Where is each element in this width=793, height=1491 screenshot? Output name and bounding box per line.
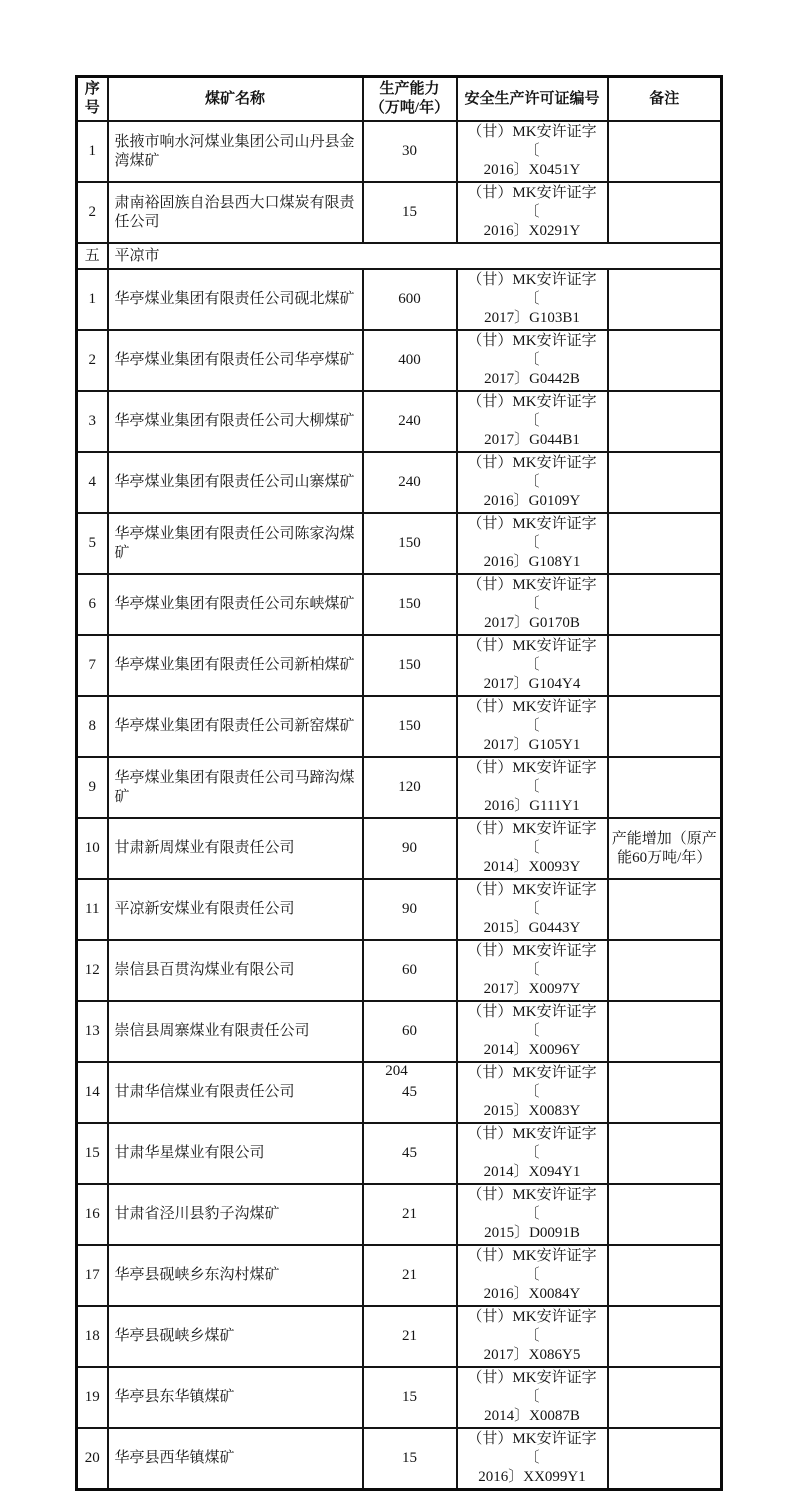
- mine-name: 甘肃华信煤业有限责任公司: [108, 1062, 363, 1123]
- mine-name: 张掖市响水河煤业集团公司山丹县金湾煤矿: [108, 121, 363, 182]
- capacity-value: 600: [363, 269, 457, 330]
- row-serial-number: 1: [77, 269, 108, 330]
- remark-cell: [608, 1428, 722, 1490]
- table-row: [77, 1184, 722, 1245]
- table-row: [77, 1245, 722, 1306]
- license-line-1: （甘）MK安许证字〔: [467, 821, 597, 856]
- header-row: [77, 77, 722, 122]
- license-line-1: （甘）MK安许证字〔: [467, 1004, 597, 1039]
- table-row: [77, 1428, 722, 1490]
- license-number-cell: [457, 757, 608, 818]
- remark-cell: [608, 1123, 722, 1184]
- license-number-cell: [457, 1367, 608, 1428]
- capacity-value: 90: [363, 879, 457, 940]
- row-serial-number: 2: [77, 330, 108, 391]
- row-serial-number: 6: [77, 574, 108, 635]
- license-number-cell: [457, 574, 608, 635]
- table-row: [77, 121, 722, 182]
- license-number-cell: [457, 1245, 608, 1306]
- license-number-cell: [457, 1123, 608, 1184]
- license-line-2: 2016〕XX099Y1: [478, 1469, 586, 1485]
- license-line-2: 2016〕X0451Y: [483, 162, 581, 178]
- license-line-2: 2016〕G111Y1: [484, 798, 580, 814]
- license-line-2: 2015〕G0443Y: [483, 920, 581, 936]
- mine-name: 崇信县周寨煤业有限责任公司: [108, 1001, 363, 1062]
- capacity-value: 45: [363, 1123, 457, 1184]
- license-number-cell: [457, 330, 608, 391]
- license-line-1: （甘）MK安许证字〔: [467, 1309, 597, 1344]
- license-line-1: （甘）MK安许证字〔: [467, 185, 597, 220]
- remark-cell: [608, 574, 722, 635]
- license-number-cell: [457, 1306, 608, 1367]
- remark-cell: [608, 269, 722, 330]
- license-number-cell: [457, 696, 608, 757]
- table-row: [77, 940, 722, 1001]
- remark-cell: [608, 940, 722, 1001]
- mine-name: 华亭煤业集团有限责任公司新窑煤矿: [108, 696, 363, 757]
- license-number-cell: [457, 879, 608, 940]
- license-line-1: （甘）MK安许证字〔: [467, 1431, 597, 1466]
- mine-name: 华亭县砚峡乡煤矿: [108, 1306, 363, 1367]
- license-number-cell: [457, 452, 608, 513]
- license-number-cell: [457, 1184, 608, 1245]
- license-line-1: （甘）MK安许证字〔: [467, 760, 597, 795]
- mine-name: 华亭煤业集团有限责任公司大柳煤矿: [108, 391, 363, 452]
- license-line-1: （甘）MK安许证字〔: [467, 1248, 597, 1283]
- header-capacity-line-1: 生产能力: [379, 81, 440, 97]
- mine-name: 平凉新安煤业有限责任公司: [108, 879, 363, 940]
- mine-name: 华亭煤业集团有限责任公司东峡煤矿: [108, 574, 363, 635]
- license-line-2: 2016〕G0109Y: [483, 493, 581, 509]
- mine-name: 肃南裕固族自治县西大口煤炭有限责任公司: [108, 182, 363, 243]
- row-serial-number: 2: [77, 182, 108, 243]
- header-remark: 备注: [608, 77, 722, 122]
- capacity-value: 15: [363, 182, 457, 243]
- license-line-1: （甘）MK安许证字〔: [467, 638, 597, 673]
- remark-cell: [608, 1306, 722, 1367]
- license-line-2: 2017〕X086Y5: [483, 1347, 581, 1363]
- table-row: [77, 269, 722, 330]
- row-serial-number: 4: [77, 452, 108, 513]
- remark-cell: [608, 635, 722, 696]
- capacity-value: 150: [363, 635, 457, 696]
- remark-cell: [608, 330, 722, 391]
- license-line-1: （甘）MK安许证字〔: [467, 882, 597, 917]
- license-line-2: 2017〕G103B1: [484, 310, 580, 326]
- header-mine-name: 煤矿名称: [108, 77, 363, 122]
- license-line-1: （甘）MK安许证字〔: [467, 272, 597, 307]
- license-line-1: （甘）MK安许证字〔: [467, 1126, 597, 1161]
- license-line-2: 2015〕D0091B: [484, 1225, 580, 1241]
- header-capacity: [363, 77, 457, 122]
- table-row: [77, 1123, 722, 1184]
- capacity-value: 150: [363, 696, 457, 757]
- table-row: [77, 1001, 722, 1062]
- section-city-name: 平凉市: [108, 243, 722, 269]
- remark-cell: [608, 391, 722, 452]
- capacity-value: 60: [363, 940, 457, 1001]
- row-serial-number: 18: [77, 1306, 108, 1367]
- table-row: [77, 1306, 722, 1367]
- remark-cell: [608, 1245, 722, 1306]
- remark-cell: [608, 757, 722, 818]
- license-number-cell: [457, 513, 608, 574]
- page-number: 204: [385, 1063, 408, 1079]
- remark-cell: [608, 696, 722, 757]
- row-serial-number: 9: [77, 757, 108, 818]
- capacity-value: 240: [363, 391, 457, 452]
- license-line-2: 2016〕X0084Y: [483, 1286, 581, 1302]
- mine-name: 华亭煤业集团有限责任公司山寨煤矿: [108, 452, 363, 513]
- license-line-1: （甘）MK安许证字〔: [467, 1370, 597, 1405]
- capacity-value: 30: [363, 121, 457, 182]
- capacity-value: 240: [363, 452, 457, 513]
- mine-name: 甘肃省泾川县豹子沟煤矿: [108, 1184, 363, 1245]
- remark-cell: [608, 1367, 722, 1428]
- capacity-value: 21: [363, 1306, 457, 1367]
- capacity-value: 45: [363, 1062, 457, 1123]
- license-line-2: 2017〕G104Y4: [483, 676, 581, 692]
- capacity-value: 90: [363, 818, 457, 879]
- remark-cell: [608, 452, 722, 513]
- license-line-1: （甘）MK安许证字〔: [467, 333, 597, 368]
- table-row: [77, 818, 722, 879]
- license-line-2: 2017〕G0442B: [484, 371, 580, 387]
- table-body: [77, 121, 722, 1490]
- license-line-1: （甘）MK安许证字〔: [467, 516, 597, 551]
- table-row: [77, 391, 722, 452]
- table-row: [77, 879, 722, 940]
- license-line-2: 2014〕X0087B: [484, 1408, 580, 1424]
- license-line-1: （甘）MK安许证字〔: [467, 1187, 597, 1222]
- mine-name: 甘肃华星煤业有限公司: [108, 1123, 363, 1184]
- row-serial-number: 11: [77, 879, 108, 940]
- section-row: [77, 243, 722, 269]
- row-serial-number: 13: [77, 1001, 108, 1062]
- license-line-1: （甘）MK安许证字〔: [467, 394, 597, 429]
- mine-name: 华亭县砚峡乡东沟村煤矿: [108, 1245, 363, 1306]
- capacity-value: 400: [363, 330, 457, 391]
- mine-name: 华亭煤业集团有限责任公司马蹄沟煤矿: [108, 757, 363, 818]
- license-line-2: 2017〕G105Y1: [483, 737, 581, 753]
- license-number-cell: [457, 269, 608, 330]
- remark-line-1: 产能增加（原产: [611, 830, 717, 847]
- row-serial-number: 15: [77, 1123, 108, 1184]
- capacity-value: 150: [363, 574, 457, 635]
- section-serial-number: 五: [77, 243, 108, 269]
- row-serial-number: 12: [77, 940, 108, 1001]
- table-row: [77, 574, 722, 635]
- mine-name: 华亭煤业集团有限责任公司砚北煤矿: [108, 269, 363, 330]
- table-row: [77, 757, 722, 818]
- license-number-cell: [457, 635, 608, 696]
- row-serial-number: 7: [77, 635, 108, 696]
- mine-name: 甘肃新周煤业有限责任公司: [108, 818, 363, 879]
- header-license-number: 安全生产许可证编号: [457, 77, 608, 122]
- mine-name: 华亭煤业集团有限责任公司新柏煤矿: [108, 635, 363, 696]
- capacity-value: 21: [363, 1184, 457, 1245]
- license-line-2: 2017〕X0097Y: [483, 981, 581, 997]
- capacity-value: 150: [363, 513, 457, 574]
- license-number-cell: [457, 1001, 608, 1062]
- coal-mine-table: [75, 75, 723, 1491]
- row-serial-number: 1: [77, 121, 108, 182]
- license-line-1: （甘）MK安许证字〔: [467, 699, 597, 734]
- license-line-2: 2015〕X0083Y: [483, 1103, 581, 1119]
- license-line-2: 2017〕G0170B: [484, 615, 580, 631]
- license-number-cell: [457, 940, 608, 1001]
- row-serial-number: 5: [77, 513, 108, 574]
- table-row: [77, 330, 722, 391]
- table-row: [77, 452, 722, 513]
- license-line-2: 2014〕X0093Y: [483, 859, 581, 875]
- mine-name: 华亭煤业集团有限责任公司陈家沟煤矿: [108, 513, 363, 574]
- license-line-2: 2014〕X0096Y: [483, 1042, 581, 1058]
- license-line-1: （甘）MK安许证字〔: [467, 577, 597, 612]
- table-row: [77, 182, 722, 243]
- license-line-1: （甘）MK安许证字〔: [467, 1065, 597, 1100]
- license-number-cell: [457, 1428, 608, 1490]
- row-serial-number: 8: [77, 696, 108, 757]
- capacity-value: 15: [363, 1367, 457, 1428]
- capacity-value: 21: [363, 1245, 457, 1306]
- license-number-cell: [457, 818, 608, 879]
- mine-name: 崇信县百贯沟煤业有限公司: [108, 940, 363, 1001]
- header-serial-number: 序号: [77, 77, 108, 122]
- row-serial-number: 17: [77, 1245, 108, 1306]
- capacity-value: 60: [363, 1001, 457, 1062]
- license-number-cell: [457, 182, 608, 243]
- remark-cell: [608, 513, 722, 574]
- mine-name: 华亭县西华镇煤矿: [108, 1428, 363, 1490]
- remark-cell: [608, 1001, 722, 1062]
- license-number-cell: [457, 391, 608, 452]
- remark-cell: [608, 1184, 722, 1245]
- remark-cell: [608, 182, 722, 243]
- remark-line-2: 能60万吨/年）: [617, 849, 712, 866]
- license-line-2: 2014〕X094Y1: [483, 1164, 581, 1180]
- table-row: [77, 635, 722, 696]
- row-serial-number: 14: [77, 1062, 108, 1123]
- license-line-1: （甘）MK安许证字〔: [467, 124, 597, 159]
- remark-cell: [608, 879, 722, 940]
- mine-name: 华亭煤业集团有限责任公司华亭煤矿: [108, 330, 363, 391]
- row-serial-number: 20: [77, 1428, 108, 1490]
- row-serial-number: 16: [77, 1184, 108, 1245]
- license-line-2: 2016〕G108Y1: [483, 554, 581, 570]
- capacity-value: 15: [363, 1428, 457, 1490]
- capacity-value: 120: [363, 757, 457, 818]
- remark-cell: [608, 121, 722, 182]
- license-line-1: （甘）MK安许证字〔: [467, 455, 597, 490]
- table-row: [77, 513, 722, 574]
- table-header: [77, 77, 722, 122]
- license-number-cell: [457, 121, 608, 182]
- mine-name: 华亭县东华镇煤矿: [108, 1367, 363, 1428]
- table-row: [77, 696, 722, 757]
- row-serial-number: 10: [77, 818, 108, 879]
- row-serial-number: 3: [77, 391, 108, 452]
- license-line-2: 2017〕G044B1: [484, 432, 580, 448]
- table-row: [77, 1367, 722, 1428]
- license-line-1: （甘）MK安许证字〔: [467, 943, 597, 978]
- remark-cell: [608, 818, 722, 879]
- license-line-2: 2016〕X0291Y: [483, 223, 581, 239]
- header-capacity-line-2: （万吨/年）: [369, 100, 450, 116]
- row-serial-number: 19: [77, 1367, 108, 1428]
